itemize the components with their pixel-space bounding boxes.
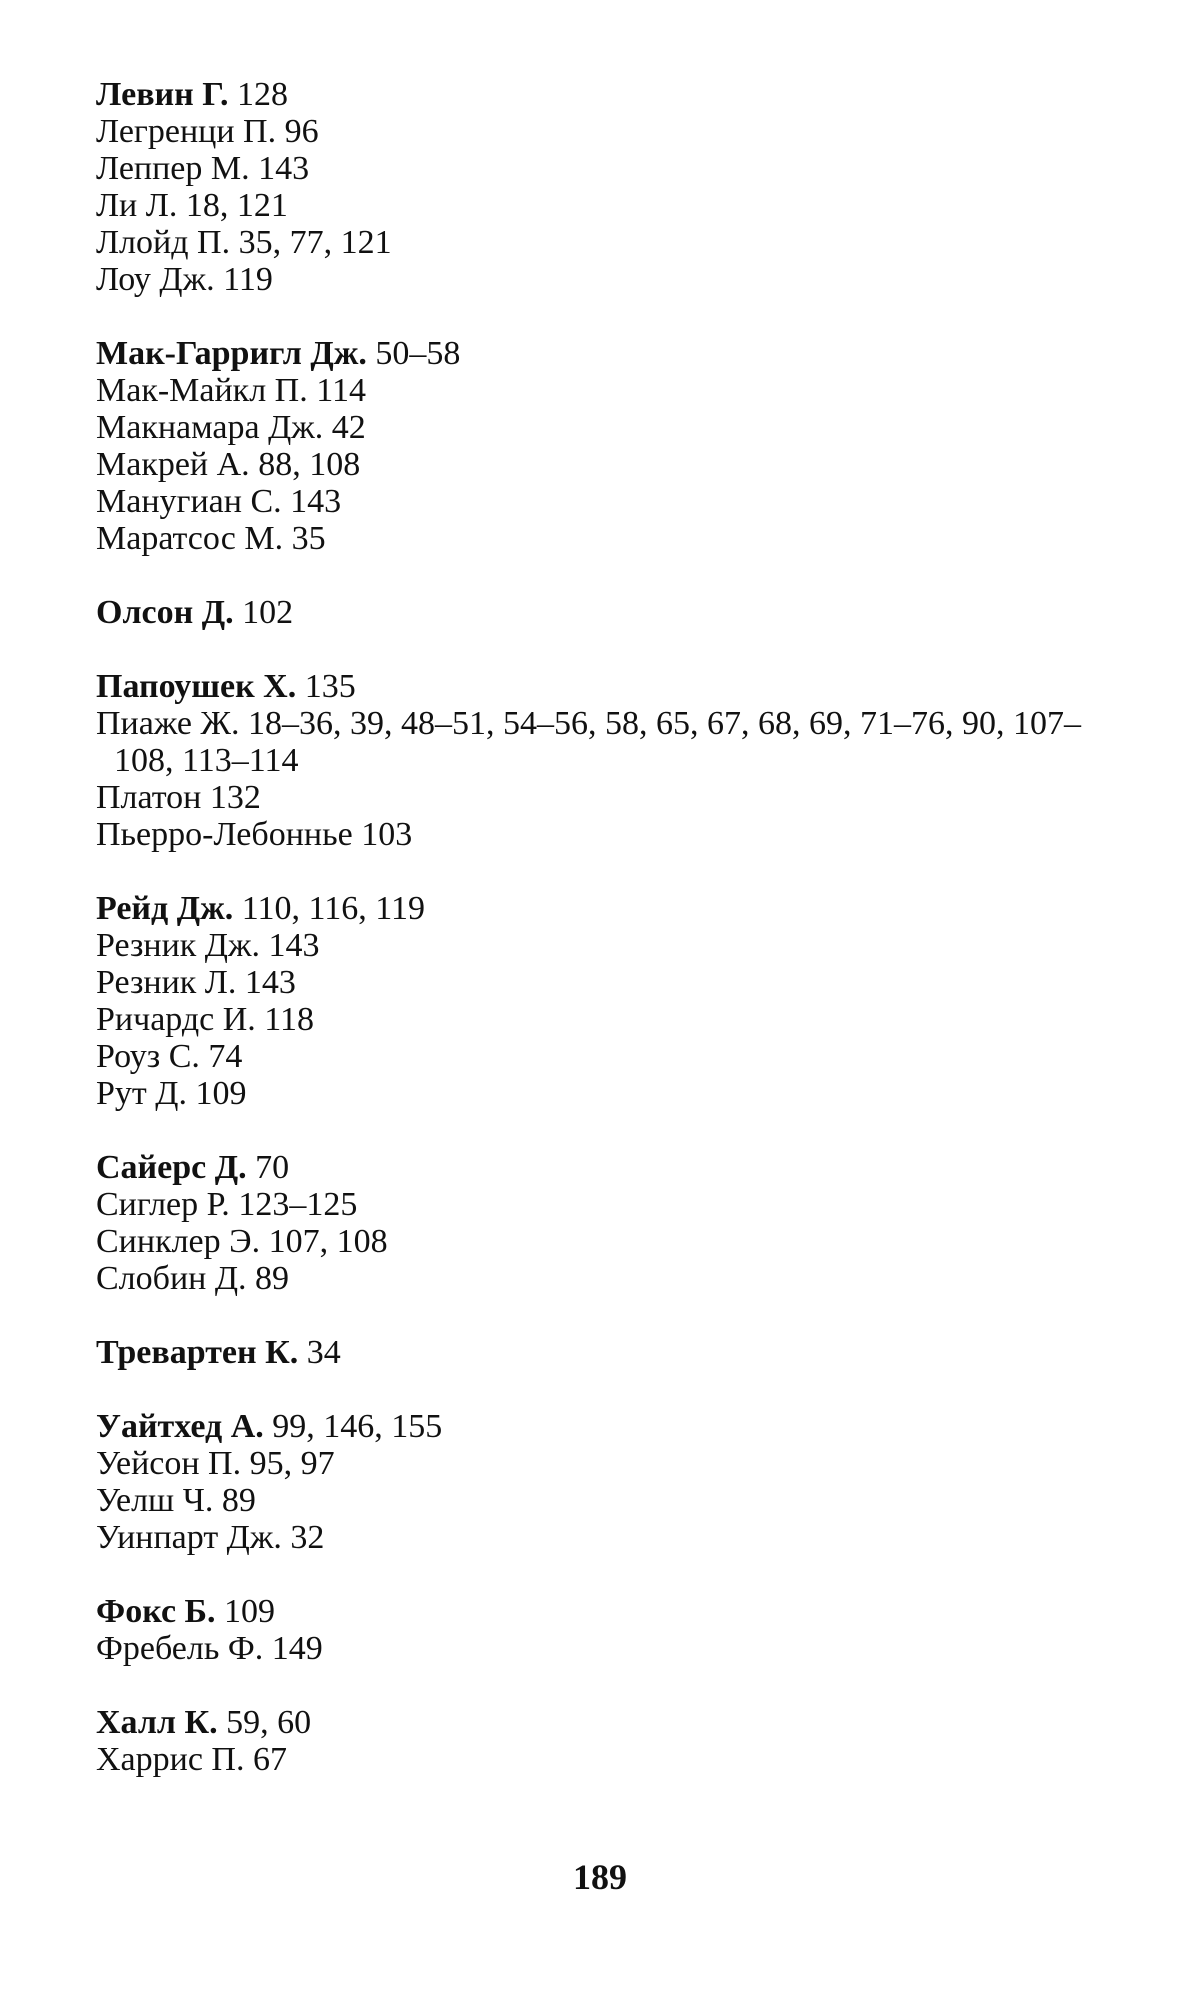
entry-name: Уинпарт Дж. xyxy=(96,1519,282,1556)
page-number: 189 xyxy=(573,1857,627,1897)
entry-pages: 35 xyxy=(291,520,326,557)
entry-name: Пиаже Ж. xyxy=(96,705,240,742)
entry-pages: 128 xyxy=(237,76,289,113)
entry-name: Тревартен К. xyxy=(96,1334,299,1371)
entry-name: Уейсон П. xyxy=(96,1445,242,1482)
index-entry xyxy=(96,1408,1136,1445)
index-entry xyxy=(96,335,1136,372)
entry-pages: 114 xyxy=(316,372,366,409)
entry-pages: 70 xyxy=(255,1149,290,1186)
index-entry xyxy=(96,1741,1136,1778)
index-entry xyxy=(96,224,1136,261)
entry-pages: 74 xyxy=(208,1038,243,1075)
index-entry xyxy=(96,1482,1136,1519)
entry-pages: 143 xyxy=(258,150,310,187)
index-entry xyxy=(96,1704,1136,1741)
entry-name: Уелш Ч. xyxy=(96,1482,214,1519)
entry-pages: 42 xyxy=(331,409,366,446)
index-entry xyxy=(96,1445,1136,1482)
index-entry xyxy=(96,1260,1136,1297)
entry-pages: 135 xyxy=(304,668,356,705)
entry-pages: 18, 121 xyxy=(185,187,288,224)
index-entry xyxy=(96,1186,1136,1223)
entry-name: Ллойд П. xyxy=(96,224,231,261)
entry-name: Макнамара Дж. xyxy=(96,409,324,446)
index-entry xyxy=(96,187,1136,224)
entry-name: Мак-Майкл П. xyxy=(96,372,308,409)
entry-pages: 96 xyxy=(284,113,319,150)
entry-pages: 102 xyxy=(242,594,294,631)
entry-name: Халл К. xyxy=(96,1704,218,1741)
entry-pages: 89 xyxy=(221,1482,256,1519)
entry-pages: 34 xyxy=(306,1334,341,1371)
entry-pages: 119 xyxy=(223,261,273,298)
entry-pages: 35, 77, 121 xyxy=(238,224,392,261)
entry-pages: 109 xyxy=(195,1075,247,1112)
index-letter-group xyxy=(96,890,1136,1112)
index-entry xyxy=(96,964,1136,1001)
entry-pages: 95, 97 xyxy=(249,1445,335,1482)
index-entry xyxy=(96,76,1136,113)
entry-pages: 50–58 xyxy=(375,335,461,372)
entry-pages: 143 xyxy=(268,927,320,964)
entry-name: Резник Л. xyxy=(96,964,237,1001)
entry-pages: 32 xyxy=(290,1519,325,1556)
index-entry xyxy=(96,1334,1136,1371)
entry-name: Мак-Гарригл Дж. xyxy=(96,335,367,372)
entry-name: Рут Д. xyxy=(96,1075,187,1112)
entry-pages: 143 xyxy=(290,483,342,520)
index-entry xyxy=(96,927,1136,964)
index-entry xyxy=(96,520,1136,557)
entry-pages: 99, 146, 155 xyxy=(272,1408,443,1445)
entry-name: Сайерс Д. xyxy=(96,1149,247,1186)
index-entry xyxy=(96,668,1136,705)
index-entry xyxy=(96,113,1136,150)
entry-name: Роуз С. xyxy=(96,1038,200,1075)
entry-name: Легренци П. xyxy=(96,113,277,150)
index-letter-group xyxy=(96,1408,1136,1556)
entry-name: Синклер Э. xyxy=(96,1223,261,1260)
index-entry xyxy=(96,779,1136,816)
entry-pages: 109 xyxy=(224,1593,276,1630)
entry-name: Ричардс И. xyxy=(96,1001,256,1038)
entry-name: Левин Г. xyxy=(96,76,229,113)
entry-name: Ли Л. xyxy=(96,187,178,224)
entry-pages: 59, 60 xyxy=(226,1704,312,1741)
entry-pages: 143 xyxy=(244,964,296,1001)
index-letter-group xyxy=(96,335,1136,557)
entry-name: Папоушек Х. xyxy=(96,668,297,705)
name-index xyxy=(96,76,1136,1815)
index-entry xyxy=(96,409,1136,446)
index-entry xyxy=(96,150,1136,187)
index-entry xyxy=(96,1001,1136,1038)
index-entry xyxy=(96,1149,1136,1186)
entry-pages: 118 xyxy=(264,1001,315,1038)
index-entry xyxy=(96,372,1136,409)
entry-name: Фокс Б. xyxy=(96,1593,216,1630)
index-entry xyxy=(96,1593,1136,1630)
index-entry xyxy=(96,1630,1136,1667)
entry-pages: 103 xyxy=(361,816,413,853)
entry-name: Манугиан С. xyxy=(96,483,282,520)
entry-pages: 132 xyxy=(209,779,261,816)
index-entry xyxy=(96,890,1136,927)
index-letter-group xyxy=(96,668,1136,853)
entry-name: Харрис П. xyxy=(96,1741,245,1778)
index-letter-group xyxy=(96,1149,1136,1297)
entry-name: Слобин Д. xyxy=(96,1260,247,1297)
index-letter-group xyxy=(96,76,1136,298)
entry-name: Рейд Дж. xyxy=(96,890,234,927)
entry-pages: 149 xyxy=(271,1630,323,1667)
entry-pages: 88, 108 xyxy=(258,446,361,483)
entry-pages: 110, 116, 119 xyxy=(241,890,425,927)
index-entry xyxy=(96,1519,1136,1556)
entry-pages: 18–36, 39, 48–51, 54–56, 58, 65, 67, 68, 69, 71–76, 90, 107–108, 113–114 xyxy=(114,705,1081,779)
index-entry xyxy=(96,594,1136,631)
entry-name: Лоу Дж. xyxy=(96,261,215,298)
entry-pages: 89 xyxy=(255,1260,290,1297)
entry-pages: 123–125 xyxy=(238,1186,358,1223)
entry-name: Леппер М. xyxy=(96,150,250,187)
index-letter-group xyxy=(96,594,1136,631)
index-letter-group xyxy=(96,1334,1136,1371)
entry-name: Уайтхед А. xyxy=(96,1408,264,1445)
entry-name: Сиглер Р. xyxy=(96,1186,230,1223)
index-entry xyxy=(96,705,1136,779)
entry-name: Маратсос М. xyxy=(96,520,284,557)
entry-name: Платон xyxy=(96,779,202,816)
index-letter-group xyxy=(96,1593,1136,1667)
index-entry xyxy=(96,1075,1136,1112)
entry-name: Пьерро-Лебоннье xyxy=(96,816,353,853)
index-entry xyxy=(96,483,1136,520)
index-entry xyxy=(96,446,1136,483)
entry-name: Резник Дж. xyxy=(96,927,260,964)
entry-name: Фребель Ф. xyxy=(96,1630,264,1667)
index-letter-group xyxy=(96,1704,1136,1778)
index-entry xyxy=(96,1223,1136,1260)
entry-pages: 67 xyxy=(252,1741,287,1778)
index-entry xyxy=(96,1038,1136,1075)
index-entry xyxy=(96,816,1136,853)
entry-pages: 107, 108 xyxy=(268,1223,388,1260)
entry-name: Олсон Д. xyxy=(96,594,234,631)
index-entry xyxy=(96,261,1136,298)
entry-name: Макрей А. xyxy=(96,446,250,483)
